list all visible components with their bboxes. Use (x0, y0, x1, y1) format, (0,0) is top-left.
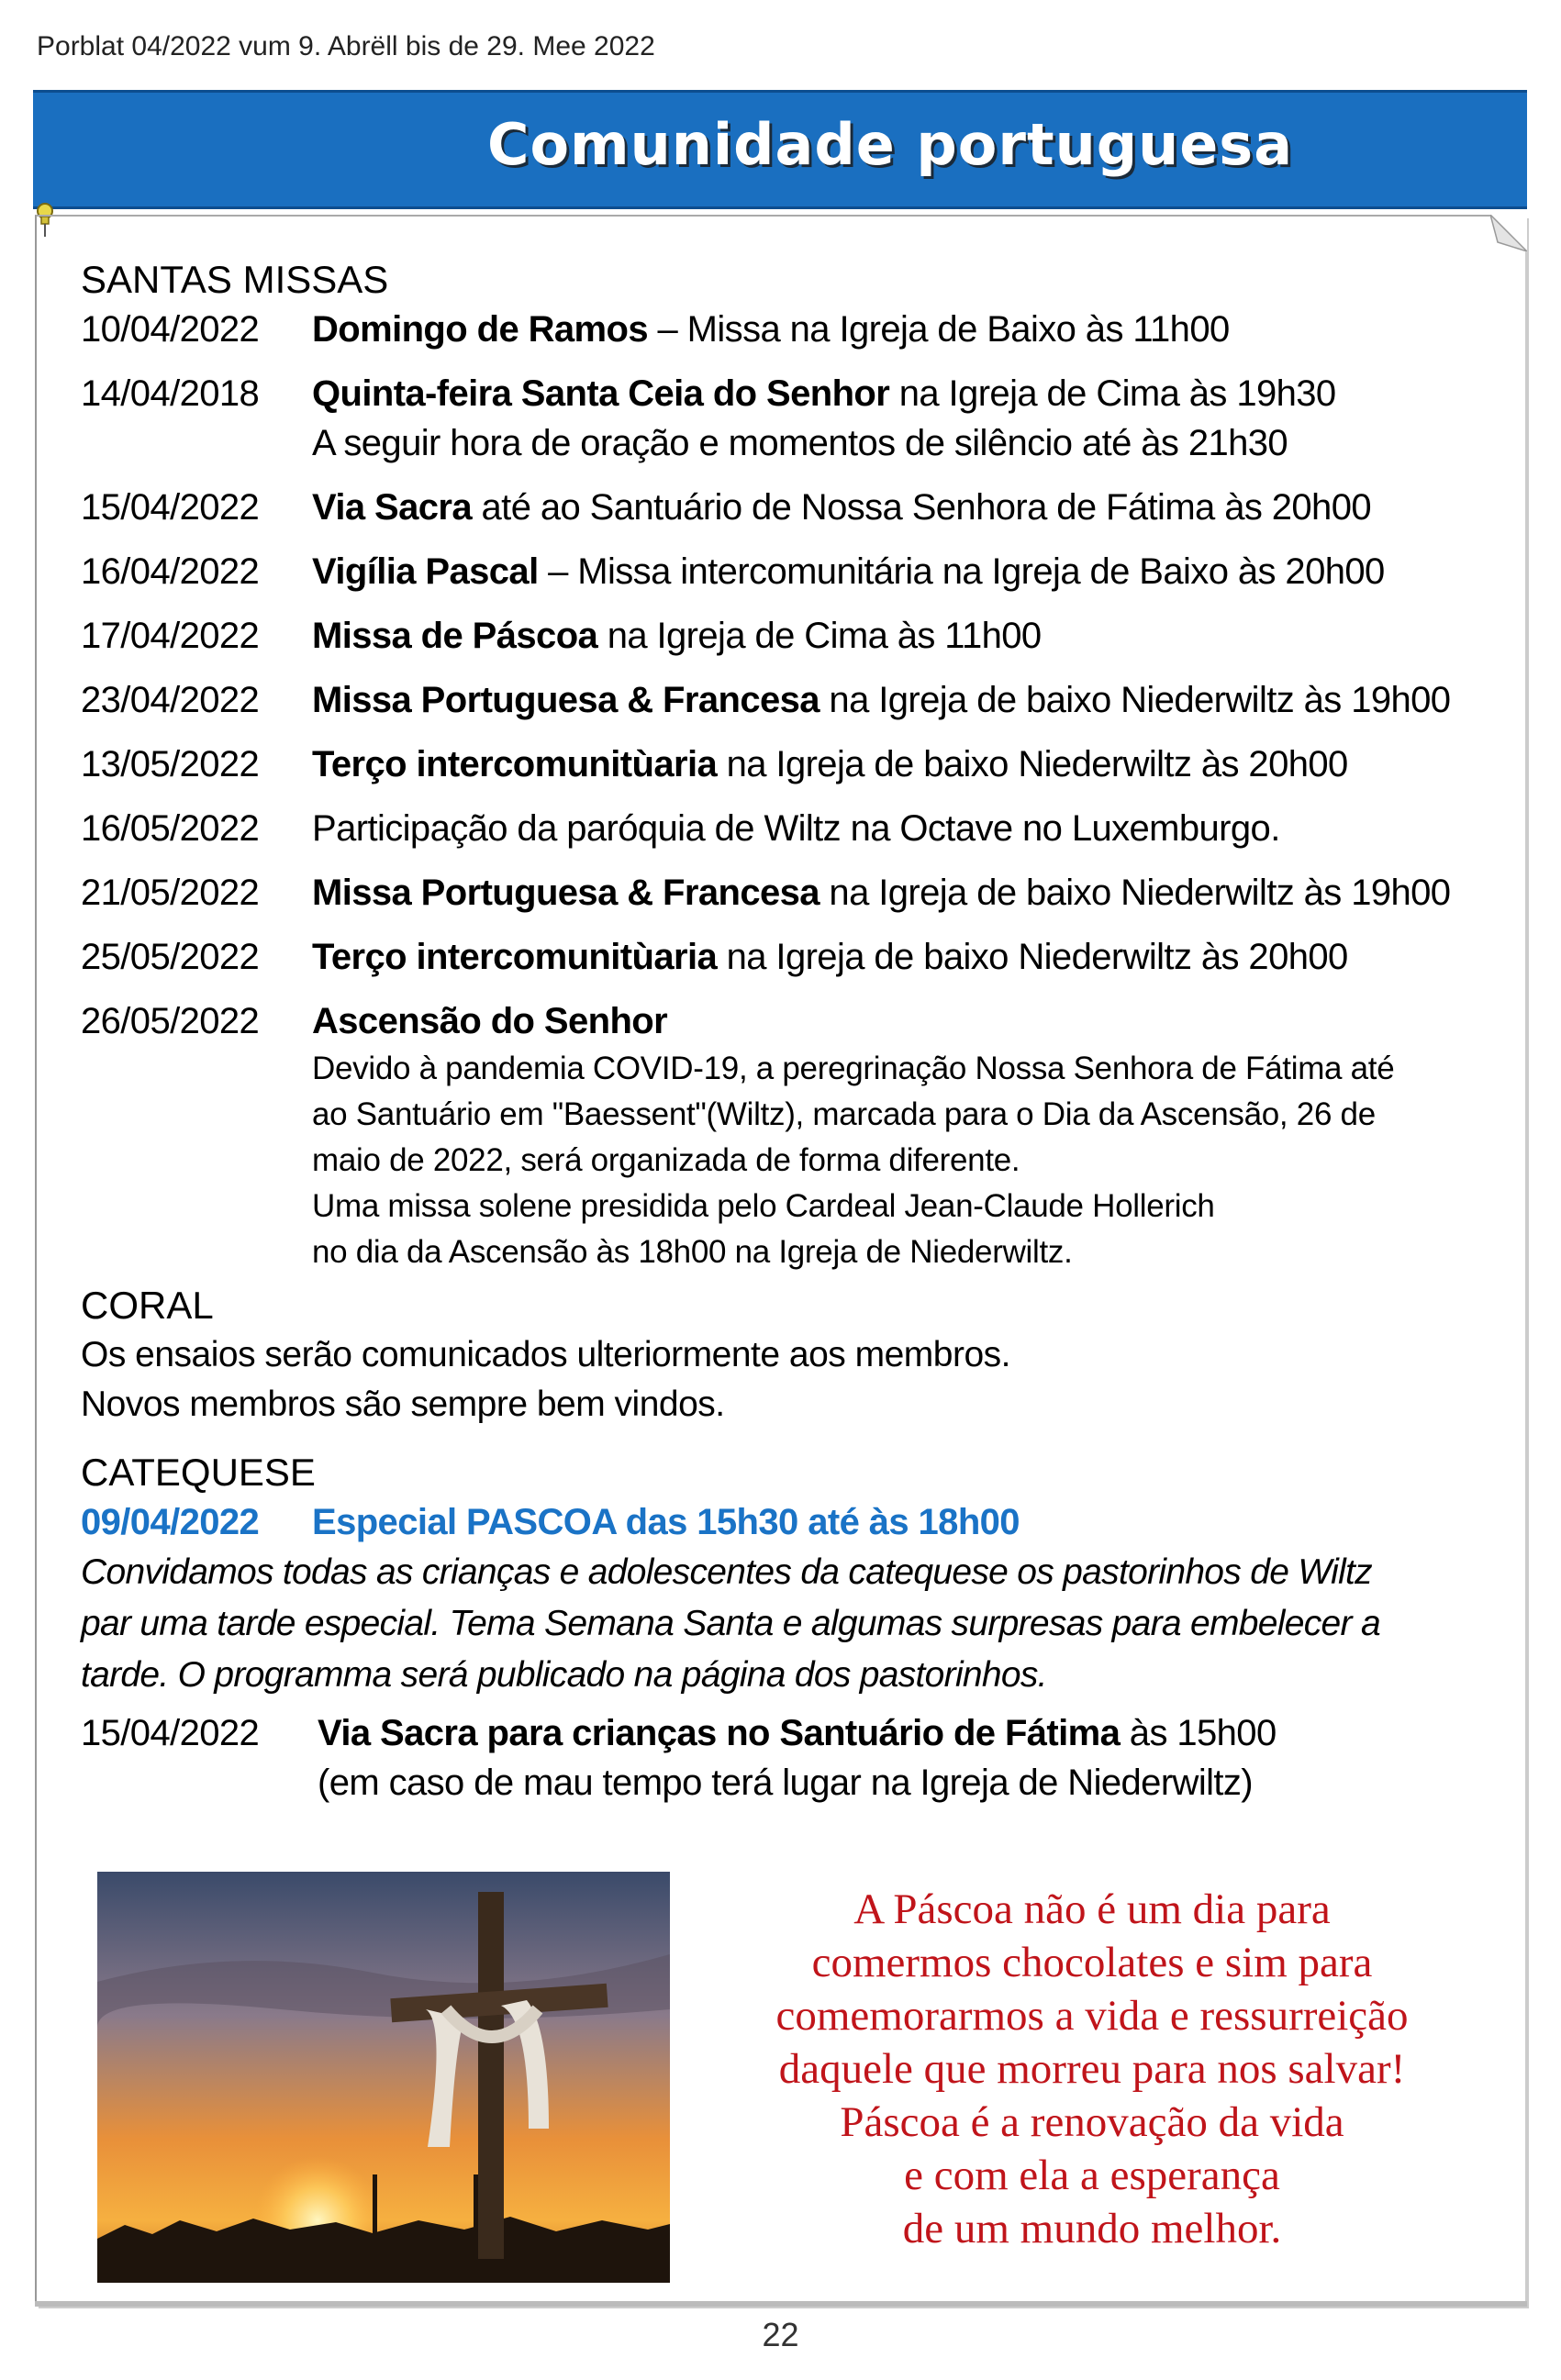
via-sacra-name: Via Sacra para crianças no Santuário de Fátima (318, 1713, 1121, 1753)
catequese-highlight-date: 09/04/2022 (81, 1502, 260, 1542)
mass-event-detail: até ao Santuário de Nossa Senhora de Fátima às 20h00 (472, 487, 1371, 528)
mass-row (81, 483, 1494, 532)
quote-line: e com ela a esperança (904, 2152, 1280, 2199)
mass-event-name: Missa de Páscoa (312, 616, 598, 656)
santas-missas-title: SANTAS MISSAS (81, 258, 389, 301)
catequese-description: par uma tarde especial. Tema Semana Santa e algumas surpresas para embelecer a (81, 1604, 1380, 1643)
mass-event-detail: na Igreja de baixo Niederwiltz às 20h00 (717, 937, 1348, 977)
catequese-description: tarde. O programma será publicado na página dos pastorinhos. (81, 1655, 1047, 1695)
via-sacra-time: às 15h00 (1120, 1713, 1277, 1753)
mass-event-name: Terço intercomunitùaria (312, 937, 718, 977)
mass-date: 25/05/2022 (81, 937, 260, 977)
mass-event-detail: na Igreja de baixo Niederwiltz às 19h00 (819, 873, 1451, 913)
publication-header: Porblat 04/2022 vum 9. Abrëll bis de 29. Mee 2022 (37, 31, 655, 61)
mass-event (312, 868, 1494, 918)
mass-date: 26/05/2022 (81, 1001, 260, 1041)
easter-quote (679, 1883, 1505, 2255)
mass-event (312, 740, 1494, 789)
quote-line: daquele que morreu para nos salvar! (778, 2045, 1406, 2093)
page-curl-icon (1490, 215, 1527, 251)
via-sacra-date: 15/04/2022 (81, 1713, 260, 1753)
mass-date: 21/05/2022 (81, 873, 260, 913)
mass-event-detail: na Igreja de Cima às 19h30 (889, 373, 1336, 414)
mass-event-name: Missa Portuguesa & Francesa (312, 873, 820, 913)
quote-line: comemorarmos a vida e ressurreição (775, 1992, 1409, 2040)
ascension-note: Devido à pandemia COVID-19, a peregrinação Nossa Senhora de Fátima até (312, 1051, 1395, 1086)
mass-event (312, 611, 1494, 661)
mass-event (312, 369, 1494, 468)
coral-title: CORAL (81, 1284, 214, 1327)
catequese-description: Convidamos todas as crianças e adolescentes da catequese os pastorinhos de Wiltz (81, 1552, 1372, 1592)
banner-title: Comunidade portuguesa (486, 111, 1294, 178)
mass-date: 16/04/2022 (81, 551, 260, 592)
mass-event-extra: A seguir hora de oração e momentos de silêncio até às 21h30 (312, 423, 1288, 463)
page-number: 22 (762, 2316, 799, 2353)
mass-row (81, 611, 1494, 661)
catequese-highlight (81, 1497, 1494, 1547)
mass-event-name: Via Sacra (312, 487, 473, 528)
quote-line: Páscoa é a renovação da vida (840, 2098, 1344, 2146)
quote-line: comermos chocolates e sim para (811, 1939, 1373, 1986)
main-content (81, 255, 1494, 1807)
mass-row (81, 675, 1494, 725)
mass-event-name: Vigília Pascal (312, 551, 539, 592)
ascension-note: ao Santuário em "Baessent"(Wiltz), marcada para o Dia da Ascensão, 26 de (312, 1096, 1376, 1132)
mass-event-detail: – Missa na Igreja de Baixo às 11h00 (648, 309, 1230, 350)
ascension-note: Uma missa solene presidida pelo Cardeal Jean-Claude Hollerich (312, 1188, 1215, 1224)
coral-line: Novos membros são sempre bem vindos. (81, 1385, 725, 1424)
mass-event-name: Ascensão do Senhor (312, 1001, 668, 1041)
mass-date: 10/04/2022 (81, 309, 260, 350)
catequese-highlight-text: Especial PASCOA das 15h30 até às 18h00 (312, 1502, 1020, 1542)
mass-row (81, 996, 1494, 1275)
mass-event (312, 932, 1494, 982)
quote-line: de um mundo melhor. (902, 2205, 1282, 2252)
via-sacra-extra: (em caso de mau tempo terá lugar na Igreja de Niederwiltz) (318, 1763, 1254, 1803)
mass-date: 15/04/2022 (81, 487, 260, 528)
mass-row (81, 369, 1494, 468)
mass-date: 14/04/2018 (81, 373, 260, 414)
mass-row (81, 740, 1494, 789)
via-sacra-event (318, 1708, 1494, 1807)
mass-event (312, 996, 1494, 1275)
mass-event-name: Domingo de Ramos (312, 309, 648, 350)
mass-event (312, 675, 1494, 725)
mass-date: 16/05/2022 (81, 808, 260, 849)
mass-event-detail: na Igreja de baixo Niederwiltz às 20h00 (717, 744, 1348, 784)
mass-event (312, 804, 1494, 853)
mass-event-name: Terço intercomunitùaria (312, 744, 718, 784)
mass-row (81, 305, 1494, 354)
ascension-note: no dia da Ascensão às 18h00 na Igreja de Niederwiltz. (312, 1234, 1073, 1270)
via-sacra-row (81, 1708, 1494, 1807)
easter-cross-photo (97, 1872, 670, 2283)
mass-row (81, 868, 1494, 918)
mass-event-detail: na Igreja de baixo Niederwiltz às 19h00 (819, 680, 1451, 720)
mass-date: 17/04/2022 (81, 616, 260, 656)
mass-event-detail: – Missa intercomunitária na Igreja de Baixo às 20h00 (538, 551, 1385, 592)
mass-row (81, 804, 1494, 853)
catequese-title: CATEQUESE (81, 1451, 316, 1494)
mass-event-name: Quinta-feira Santa Ceia do Senhor (312, 373, 890, 414)
mass-date: 13/05/2022 (81, 744, 260, 784)
mass-row (81, 547, 1494, 596)
mass-row (81, 932, 1494, 982)
mass-event-name: Missa Portuguesa & Francesa (312, 680, 820, 720)
quote-line: A Páscoa não é um dia para (853, 1885, 1331, 1933)
mass-event (312, 547, 1494, 596)
mass-event-detail: Participação da paróquia de Wiltz na Octave no Luxemburgo. (312, 808, 1280, 849)
mass-event-detail: na Igreja de Cima às 11h00 (597, 616, 1042, 656)
section-banner (33, 90, 1527, 209)
mass-event (312, 483, 1494, 532)
panel-shadow (35, 2301, 1527, 2307)
mass-date: 23/04/2022 (81, 680, 260, 720)
ascension-note: maio de 2022, será organizada de forma diferente. (312, 1142, 1020, 1178)
mass-event (312, 305, 1494, 354)
coral-line: Os ensaios serão comunicados ulteriormente aos membros. (81, 1335, 1010, 1374)
